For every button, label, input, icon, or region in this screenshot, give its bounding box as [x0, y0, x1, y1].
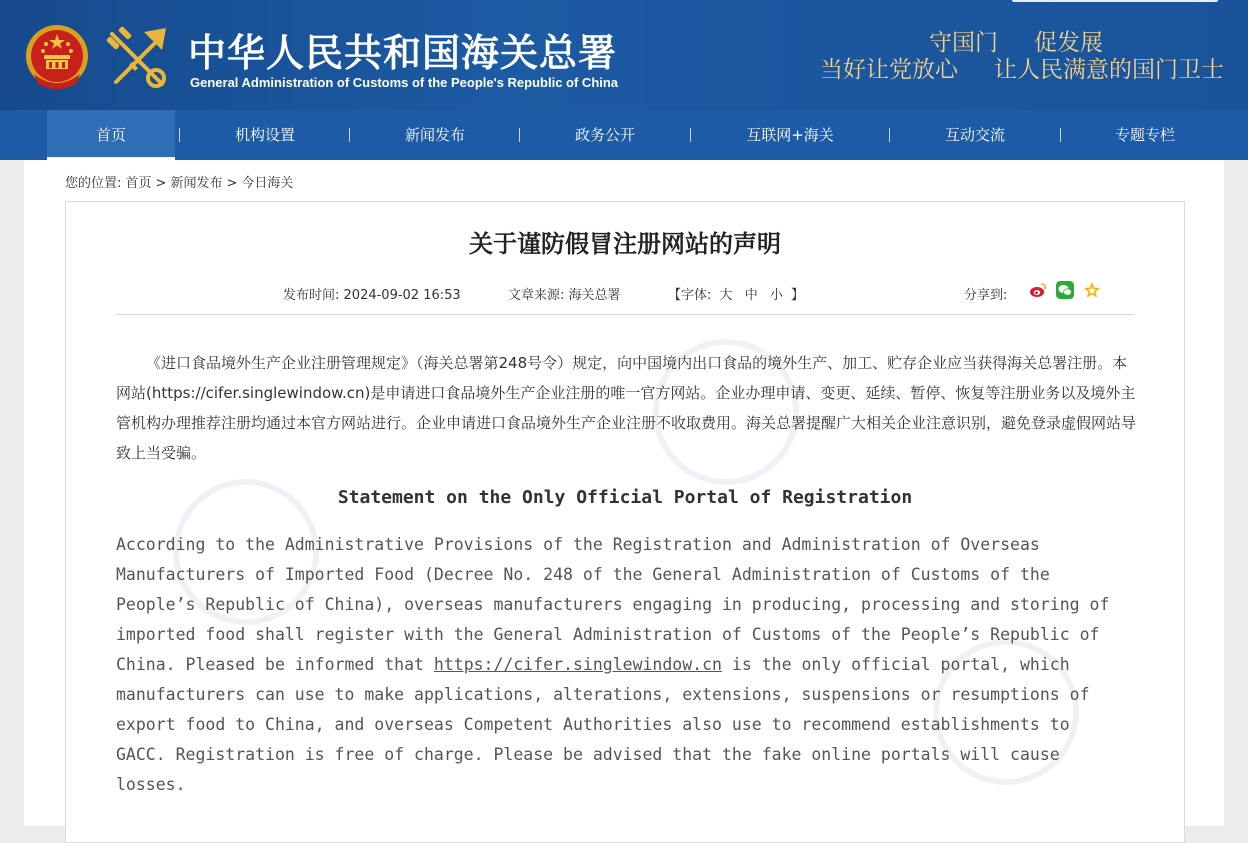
wechat-icon[interactable] — [1056, 281, 1074, 299]
slogan-line-2 — [820, 51, 1224, 84]
customs-emblem-icon — [104, 26, 174, 94]
font-size-large-button[interactable]: 大 — [719, 288, 733, 303]
publish-time — [283, 284, 461, 303]
font-size-close: 】 — [791, 288, 805, 303]
article-paragraph-cn: 《进口食品境外生产企业注册管理规定》（海关总署第248号令）规定，向中国境内出口食品的境外生产、加工、贮存企业应当获得海关总署注册。本网站(https://cifer.singlewindow.cn)是申请进口食品境外生产企业注册的唯一官方网站。企业办理申请、变更、延续、暂停、恢复等注册业务以及境外主管机构办理推荐注册均通过本官方网站进行。企业申请进口食品境外生产企业注册不收取费用。海关总署提醒广大相关企业注意识别，避免登录虚假网站导致上当受骗。 — [116, 354, 1137, 462]
main-nav — [0, 110, 1248, 160]
official-portal-link[interactable]: https://cifer.singlewindow.cn — [433, 655, 722, 674]
article-source — [508, 284, 621, 303]
source-label: 文章来源: — [508, 288, 565, 303]
share-label: 分享到: — [964, 288, 1008, 303]
weibo-icon[interactable] — [1029, 281, 1047, 299]
nav-separator — [690, 128, 691, 142]
en-text-after-link: is the only official portal, which manufacturers can use to make applications, alterations, extensions, suspensions or resumptions of export food to China, and overseas Competent Authorities also use to recommend establishments to GACC. Registration is free of charge. Please be advised that the fake online portals will cause losses. — [116, 655, 1090, 794]
publish-time-value: 2024-09-02 16:53 — [343, 288, 461, 303]
nav-item-special-topics[interactable]: 专题专栏 — [1114, 126, 1175, 144]
site-header — [0, 0, 1248, 110]
nav-separator — [1060, 128, 1061, 142]
source-value: 海关总署 — [568, 288, 621, 303]
breadcrumb — [65, 172, 293, 191]
breadcrumb-today-link[interactable]: 今日海关 — [241, 176, 294, 191]
breadcrumb-news-link[interactable]: 新闻发布 — [170, 176, 223, 191]
site-title-cn: 中华人民共和国海关总署 — [188, 30, 618, 75]
breadcrumb-separator: > — [155, 176, 167, 191]
font-size-medium-button[interactable]: 中 — [744, 288, 758, 303]
slogan-phrase: 让人民满意的国门卫士 — [994, 57, 1224, 83]
article-heading-en: Statement on the Only Official Portal of Registration — [337, 487, 913, 508]
article-title: 关于谨防假冒注册网站的声明 — [469, 230, 781, 258]
slogan-phrase: 促发展 — [1034, 30, 1103, 56]
favorite-star-icon[interactable] — [1083, 281, 1101, 299]
en-text-before-link: According to the Administrative Provisions of the Registration and Administration of Overseas Manufacturers of Imported Food (Decree No. 248 of the General Administration of Customs of the People’s Republic of China), overseas manufacturers engaging in producing, processing and storing of imported food shall register with the General Administration of Customs of the People’s Republic of China. Pleased be informed that — [116, 535, 1110, 674]
nav-item-government-affairs[interactable]: 政务公开 — [574, 126, 635, 144]
article-paragraph-en — [116, 530, 1138, 800]
font-size-open: 【字体: — [668, 288, 712, 303]
nav-separator — [349, 128, 350, 142]
article-container — [65, 201, 1185, 843]
breadcrumb-prefix: 您的位置: — [65, 176, 122, 191]
nav-item-home[interactable]: 首页 — [47, 110, 175, 160]
font-size-small-button[interactable]: 小 — [769, 288, 783, 303]
national-emblem-icon — [24, 22, 90, 92]
breadcrumb-separator: > — [226, 176, 238, 191]
nav-item-interaction[interactable]: 互动交流 — [944, 126, 1005, 144]
article-meta — [116, 284, 1134, 310]
nav-item-organization[interactable]: 机构设置 — [234, 126, 295, 144]
nav-separator — [179, 128, 180, 142]
publish-time-label: 发布时间: — [283, 288, 340, 303]
breadcrumb-home-link[interactable]: 首页 — [125, 176, 152, 191]
nav-separator — [519, 128, 520, 142]
slogan-phrase: 当好让党放心 — [820, 57, 958, 83]
meta-divider — [116, 314, 1134, 315]
nav-item-news[interactable]: 新闻发布 — [404, 126, 465, 144]
nav-separator — [889, 128, 890, 142]
slogan-phrase: 守国门 — [929, 30, 998, 56]
content-page — [24, 160, 1224, 826]
nav-item-internet-plus-customs[interactable]: 互联网+海关 — [746, 126, 834, 144]
header-top-tab[interactable] — [1012, 0, 1218, 2]
site-title-en: General Administration of Customs of the People's Republic of China — [190, 75, 619, 90]
font-size-control — [668, 284, 804, 303]
